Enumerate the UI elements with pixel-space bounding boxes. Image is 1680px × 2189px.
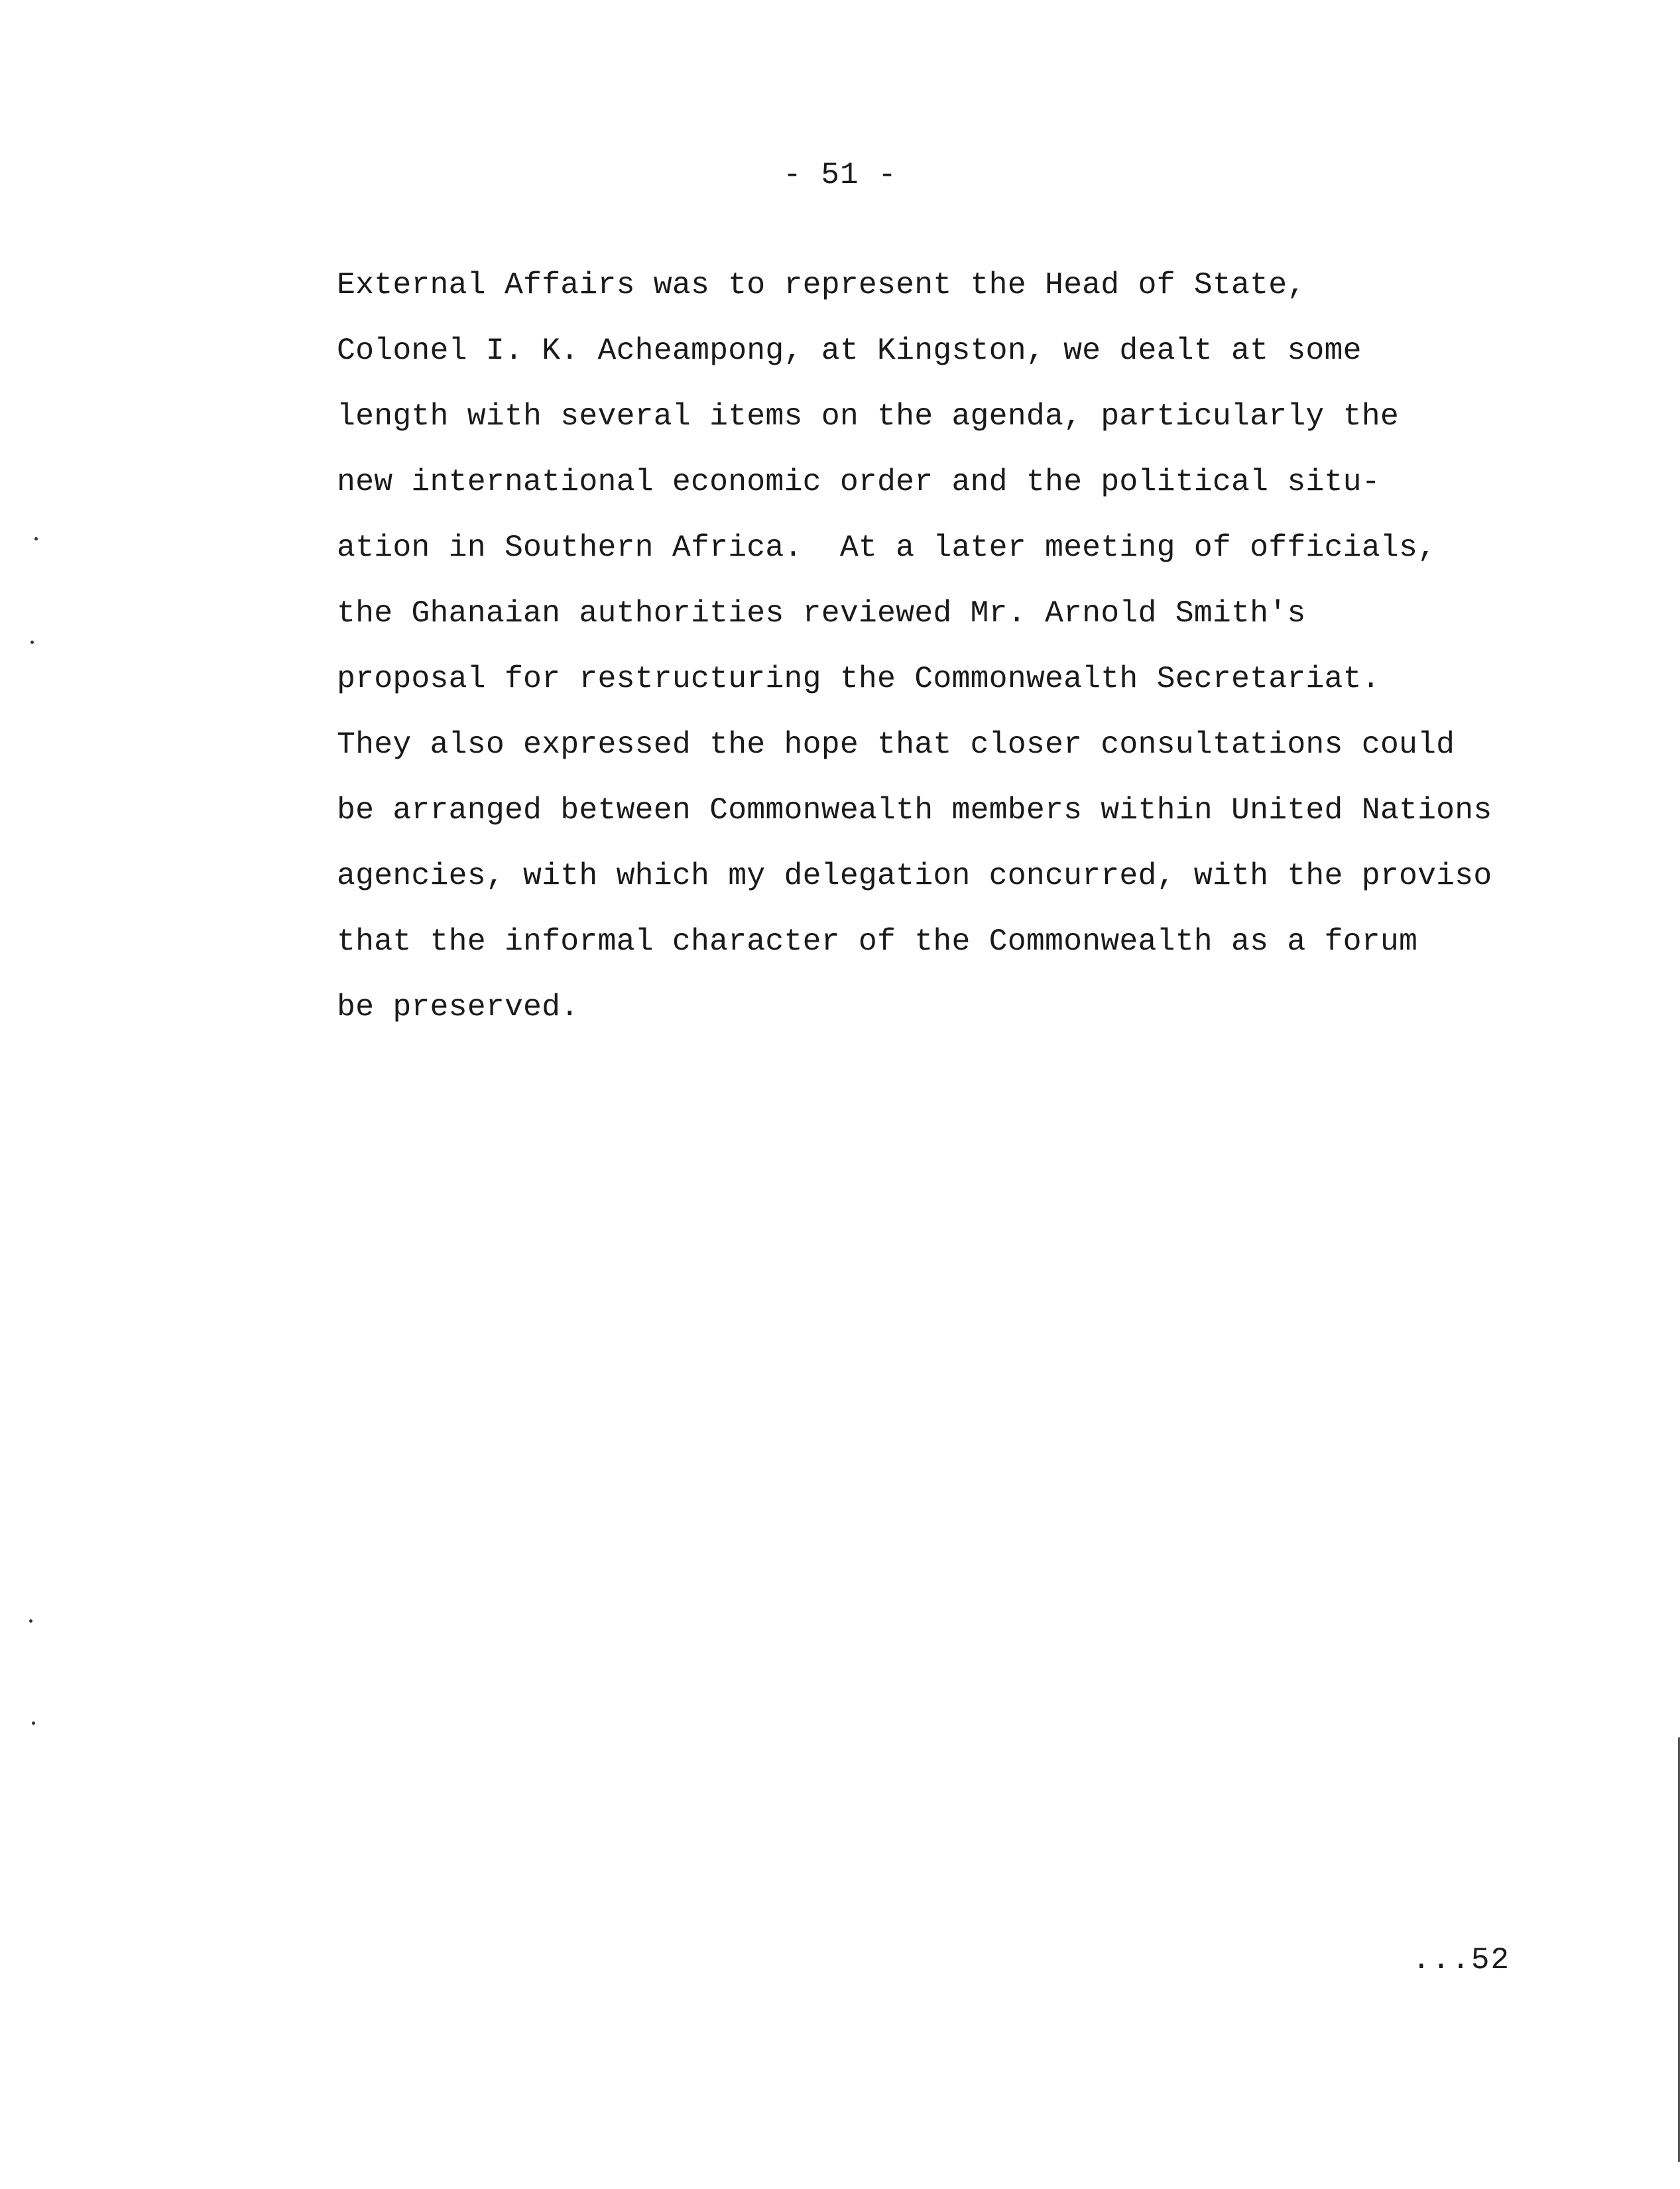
scan-speck: [29, 1619, 32, 1623]
text-line: Colonel I. K. Acheampong, at Kingston, we dealt at some: [337, 333, 1362, 368]
text-line: that the informal character of the Commonwealth as a forum: [337, 924, 1418, 959]
text-line: be arranged between Commonwealth members within United Nations: [337, 792, 1492, 828]
text-line: proposal for restructuring the Commonwealth Secretariat.: [337, 661, 1380, 696]
page-number: - 51 -: [783, 158, 897, 192]
text-line: be preserved.: [337, 989, 579, 1025]
text-line: External Affairs was to represent the Head of State,: [337, 267, 1306, 302]
text-line: ation in Southern Africa. At a later meeting of officials,: [337, 530, 1437, 565]
continuation-marker: ...52: [1412, 1943, 1511, 1977]
text-line: new international economic order and the political situ-: [337, 464, 1380, 499]
text-line: They also expressed the hope that closer consultations could: [337, 727, 1455, 762]
text-line: length with several items on the agenda, particularly the: [337, 399, 1399, 434]
text-line: the Ghanaian authorities reviewed Mr. Arnold Smith's: [337, 595, 1306, 631]
scan-speck: [34, 537, 38, 540]
body-paragraph: [337, 252, 1596, 1040]
text-line: agencies, with which my delegation concurred, with the proviso: [337, 858, 1492, 893]
scan-speck: [32, 1721, 35, 1725]
scan-speck: [30, 641, 34, 644]
